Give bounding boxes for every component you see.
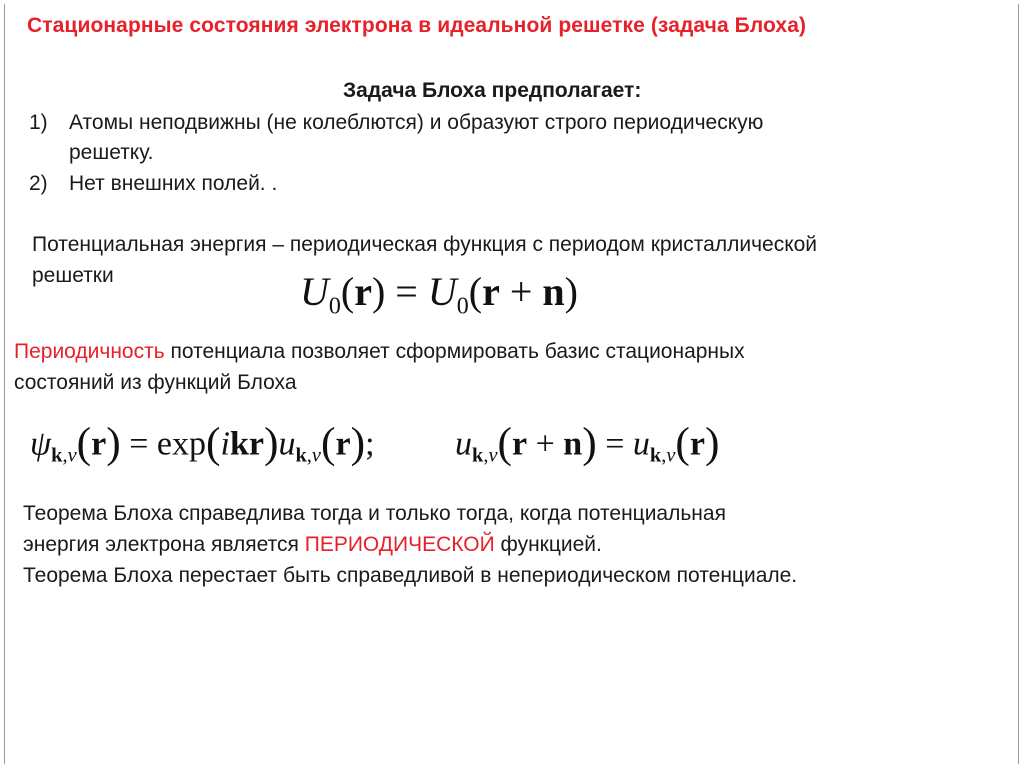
periodicity-highlight: Периодичность [14, 340, 165, 363]
assumption-1-number: 1) [29, 111, 48, 134]
periodicity-text-line1 [14, 340, 745, 364]
theorem-text-line2 [23, 533, 602, 557]
bloch-function-equation: $\psi_{k,\nu}(r) = \exp(ikr)u_{k,\nu}(r)$; [30, 419, 375, 467]
potential-text-line1: Потенциальная энергия – периодическая функция с периодом кристаллической [32, 233, 818, 256]
bloch-amplitude-periodicity-equation: $u_{k,\nu}(r + n) = u_{k,\nu}(r)$ [455, 419, 720, 467]
periodicity-text-line2: состояний из функций Блоха [14, 371, 297, 394]
assumption-1-text-cont: решетку. [69, 141, 154, 164]
slide-title: Стационарные состояния электрона в идеальной решетке (задача Блоха) [27, 14, 807, 37]
theorem-text-line2-after: функцией. [494, 533, 602, 556]
theorem-text-line2-before: энергия электрона является [23, 533, 305, 556]
assumption-1-text: Атомы неподвижны (не колеблются) и образуют строго периодическую [69, 111, 764, 134]
section-heading: Задача Блоха предполагает: [343, 79, 642, 102]
potential-text-line2: решетки [32, 264, 114, 287]
periodicity-text-rest: потенциала позволяет сформировать базис стационарных [164, 340, 745, 363]
assumption-2-text: Нет внешних полей. . [69, 172, 278, 195]
potential-periodicity-equation: $U_0(r) = U_0(r + n)$ [300, 269, 578, 320]
theorem-text-line3: Теорема Блоха перестает быть справедливой в непериодическом потенциале. [23, 564, 798, 587]
assumption-2-number: 2) [29, 172, 48, 195]
periodic-highlight: ПЕРИОДИЧЕСКОЙ [304, 533, 495, 556]
theorem-text-line1: Теорема Блоха справедлива тогда и только тогда, когда потенциальная [23, 502, 726, 525]
